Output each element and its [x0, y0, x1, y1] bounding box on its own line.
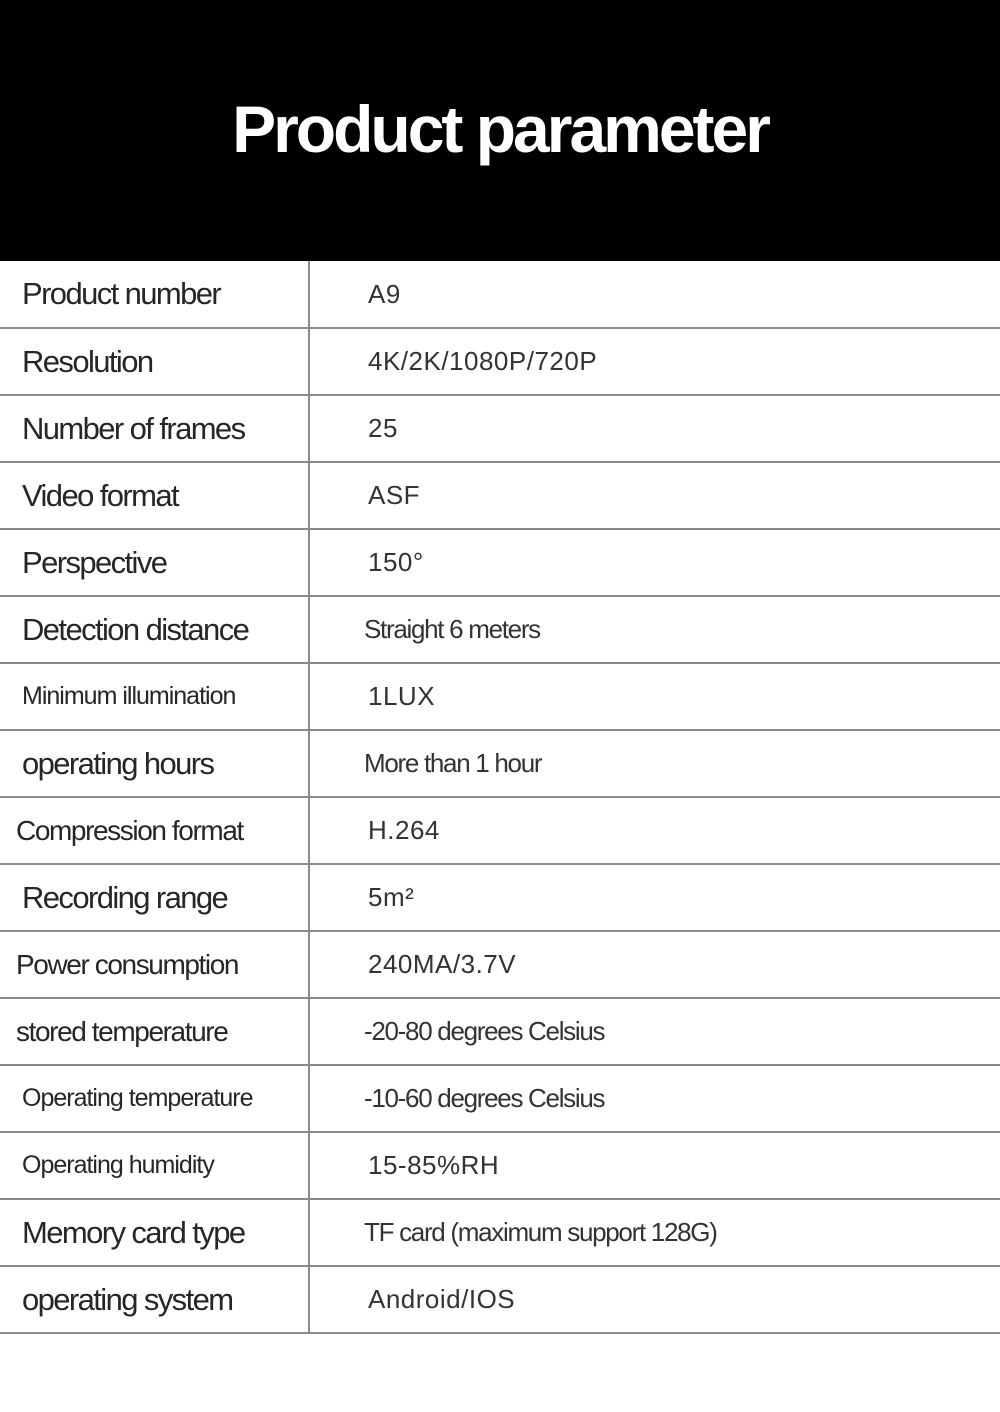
- param-label: Recording range: [0, 864, 309, 931]
- table-row: [0, 730, 1000, 797]
- table-row: [0, 864, 1000, 931]
- table-row: [0, 1065, 1000, 1132]
- param-value: TF card (maximum support 128G): [309, 1199, 1000, 1266]
- param-label: Resolution: [0, 328, 309, 395]
- param-label: Operating temperature: [0, 1065, 309, 1132]
- param-value: A9: [309, 261, 1000, 328]
- param-label: Detection distance: [0, 596, 309, 663]
- param-value: 240MA/3.7V: [309, 931, 1000, 998]
- table-row: [0, 998, 1000, 1065]
- table-row: [0, 529, 1000, 596]
- param-value: 25: [309, 395, 1000, 462]
- param-label: Minimum illumination: [0, 663, 309, 730]
- table-row: [0, 1199, 1000, 1266]
- param-value: Android/IOS: [309, 1266, 1000, 1333]
- page-title: Product parameter: [232, 91, 768, 166]
- param-label: Product number: [0, 261, 309, 328]
- param-value: 1LUX: [309, 663, 1000, 730]
- param-value: More than 1 hour: [309, 730, 1000, 797]
- table-row: [0, 931, 1000, 998]
- parameter-table: [0, 261, 1000, 1334]
- param-label: operating hours: [0, 730, 309, 797]
- table-row: [0, 462, 1000, 529]
- param-value: 4K/2K/1080P/720P: [309, 328, 1000, 395]
- param-label: Power consumption: [0, 931, 309, 998]
- param-label: Number of frames: [0, 395, 309, 462]
- table-row: [0, 1266, 1000, 1333]
- param-label: Operating humidity: [0, 1132, 309, 1199]
- table-row: [0, 261, 1000, 328]
- param-value: 5m²: [309, 864, 1000, 931]
- header-banner: [0, 0, 1000, 261]
- param-label: Video format: [0, 462, 309, 529]
- table-row: [0, 663, 1000, 730]
- table-row: [0, 1132, 1000, 1199]
- param-label: Memory card type: [0, 1199, 309, 1266]
- param-value: 150°: [309, 529, 1000, 596]
- table-row: [0, 328, 1000, 395]
- param-label: Perspective: [0, 529, 309, 596]
- param-value: -20-80 degrees Celsius: [309, 998, 1000, 1065]
- param-value: Straight 6 meters: [309, 596, 1000, 663]
- param-label: Compression format: [0, 797, 309, 864]
- param-value: ASF: [309, 462, 1000, 529]
- table-row: [0, 395, 1000, 462]
- param-value: H.264: [309, 797, 1000, 864]
- param-label: operating system: [0, 1266, 309, 1333]
- table-row: [0, 797, 1000, 864]
- param-value: 15-85%RH: [309, 1132, 1000, 1199]
- param-label: stored temperature: [0, 998, 309, 1065]
- param-value: -10-60 degrees Celsius: [309, 1065, 1000, 1132]
- table-row: [0, 596, 1000, 663]
